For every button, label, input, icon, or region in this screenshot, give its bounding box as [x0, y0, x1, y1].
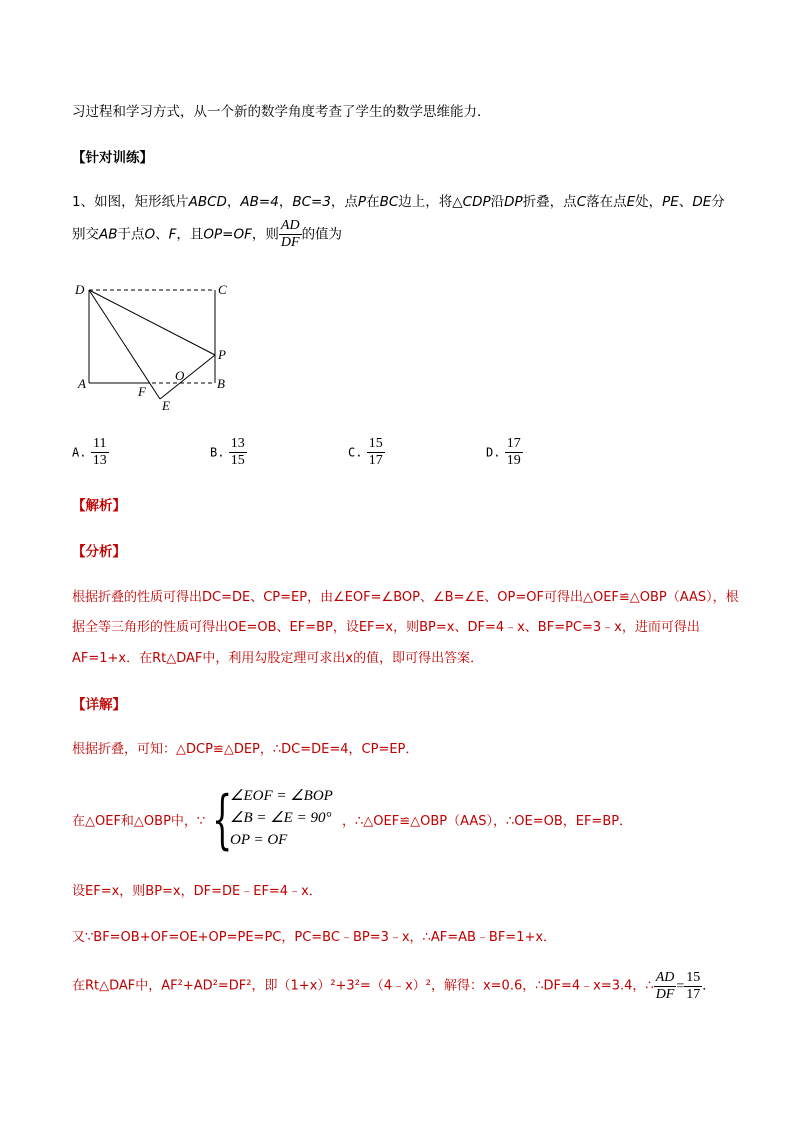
q-text: ，且 [176, 226, 204, 243]
q-text: 于点 [117, 226, 145, 243]
frac-num: 13 [229, 436, 247, 453]
q-de: DE [692, 194, 712, 210]
answer-fraction [684, 970, 702, 1003]
detail-line-2-pre: 在△OEF和△OBP中，∵ [72, 814, 206, 829]
detail-line-1: 根据折叠，可知：△DCP≌△DEP，∴DC=DE=4，CP=EP． [72, 742, 419, 757]
q-text: 的值为 [301, 226, 343, 243]
question-line-2 [72, 218, 342, 251]
q-p: P [357, 194, 367, 210]
option-fraction [505, 436, 523, 469]
label-d: D [75, 282, 85, 297]
frac-den: 13 [92, 453, 107, 469]
q-text: 分 [711, 194, 725, 210]
q-text: 别交 [72, 226, 99, 243]
option-letter: A. [72, 445, 87, 460]
end-period: ． [702, 978, 716, 994]
question-fraction [279, 218, 302, 251]
system-line-1: ∠EOF = ∠BOP [230, 788, 333, 804]
system-line-3: OP = OF [230, 831, 288, 848]
detail-line-5-text: 在Rt△DAF中，AF²+AD²=DF²，即（1+x）²+3²=（4﹣x）²，解得：x=0.6，∴DF=4﹣x=3.4，∴ [72, 978, 654, 994]
label-p: P [218, 347, 226, 362]
q-text: 沿 [490, 194, 505, 210]
segment-dp [89, 290, 215, 355]
label-c: C [218, 282, 227, 297]
q-text: 在 [366, 194, 380, 210]
frac-num: 15 [684, 970, 702, 987]
q-o: O [144, 226, 156, 243]
q-text: 处， [635, 194, 663, 210]
label-o: O [175, 368, 185, 383]
frac-num: AD [279, 218, 302, 235]
q-bc3: BC=3 [292, 194, 331, 210]
segment-ep [160, 355, 215, 399]
detail-line-5 [72, 970, 715, 1003]
frac-num: AD [654, 970, 677, 987]
fenxi-heading: 【分析】 [72, 544, 126, 560]
frac-num: 17 [505, 436, 523, 453]
q-sep: ， [278, 194, 293, 210]
q-text: 边上，将△ [398, 194, 463, 210]
option-fraction [367, 436, 385, 469]
detail-line-4: 又∵BF=OB+OF=OE+OP=PE=PC，PC=BC﹣BP=3﹣x，∴AF=AB﹣BF=1+x． [72, 930, 557, 945]
system-brace: { [212, 783, 233, 857]
q-opof: OP=OF [203, 226, 252, 243]
frac-den: DF [655, 987, 675, 1003]
q-pe: PE [662, 194, 679, 210]
frac-num: 15 [367, 436, 385, 453]
equation-system [230, 786, 333, 851]
detail-heading: 【详解】 [72, 697, 126, 713]
label-e: E [162, 398, 170, 413]
analysis-line-3: AF=1+x．在Rt△DAF中，利用勾股定理可求出x的值，即可得出答案． [72, 651, 484, 666]
q-ab: AB [99, 226, 118, 243]
intro-line: 习过程和学习方式，从一个新的数学角度考查了学生的数学思维能力． [72, 104, 491, 120]
label-f: F [138, 384, 146, 399]
question-number: 1、 [72, 194, 95, 210]
q-c: C [576, 194, 587, 210]
frac-den: 15 [230, 453, 245, 469]
option-d[interactable] [486, 436, 523, 469]
q-f: F [168, 226, 177, 243]
q-cdp: CDP [462, 194, 491, 210]
frac-den: 17 [368, 453, 383, 469]
q-sep: 、 [155, 226, 169, 243]
detail-line-2-post: ，∴△OEF≌△OBP（AAS），∴OE=OB，EF=BP． [342, 814, 633, 829]
label-a: A [78, 376, 86, 391]
q-dp: DP [504, 194, 523, 210]
detail-line-3: 设EF=x，则BP=x，DF=DE﹣EF=4﹣x． [72, 884, 322, 899]
q-ab4: AB=4 [240, 194, 279, 210]
q-text: 如图，矩形纸片 [94, 194, 189, 210]
section-heading: 【针对训练】 [72, 150, 153, 166]
final-fraction [654, 970, 677, 1003]
q-text: 落在点 [586, 194, 627, 210]
option-a[interactable] [72, 436, 109, 469]
option-fraction [229, 436, 247, 469]
frac-den: 17 [686, 987, 701, 1003]
geometry-figure [70, 280, 240, 415]
q-sep: 、 [678, 194, 693, 210]
q-e: E [626, 194, 636, 210]
frac-den: 19 [506, 453, 521, 469]
frac-den: DF [280, 235, 300, 251]
question-line-1 [72, 194, 725, 211]
equals-sign: = [676, 978, 685, 994]
analysis-line-2: 据全等三角形的性质可得出OE=OB、EF=BP，设EF=x，则BP=x、DF=4﹣x、BF=PC=3﹣x，进而可得出 [72, 620, 700, 635]
q-bc: BC [379, 194, 399, 210]
analysis-line-1: 根据折叠的性质可得出DC=DE、CP=EP，由∠EOF=∠BOP、∠B=∠E、OP=OF可得出△OEF≌△OBP（AAS），根 [72, 590, 739, 605]
system-line-2: ∠B = ∠E = 90° [230, 809, 332, 826]
option-fraction [91, 436, 109, 469]
q-text: ，则 [251, 226, 279, 243]
option-letter: D. [486, 445, 501, 460]
frac-num: 11 [91, 436, 109, 453]
q-abcd: ABCD [188, 194, 227, 210]
label-b: B [217, 376, 225, 391]
option-b[interactable] [210, 436, 247, 469]
option-letter: B. [210, 445, 225, 460]
q-text: ，点 [330, 194, 358, 210]
q-text: 折叠，点 [522, 194, 577, 210]
option-c[interactable] [348, 436, 385, 469]
q-sep: ， [226, 194, 241, 210]
option-letter: C. [348, 445, 363, 460]
analysis-heading: 【解析】 [72, 498, 126, 514]
